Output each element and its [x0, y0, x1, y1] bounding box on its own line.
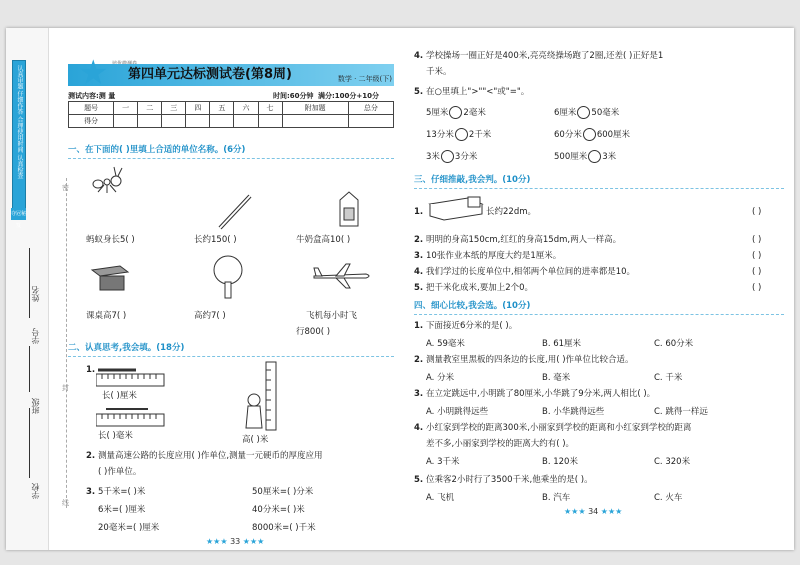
tips-bar [12, 60, 26, 212]
desk-question: 课桌高7( ) [86, 311, 127, 321]
score-cell[interactable] [282, 115, 348, 128]
score-header: 题号 [69, 102, 114, 115]
pencil-question: 长约150( ) [194, 235, 237, 245]
page-number-right-value: 34 [588, 507, 599, 516]
compare-circle[interactable] [583, 128, 596, 141]
airplane-icon [312, 262, 372, 290]
score-row-label: 得分 [69, 115, 114, 128]
q5-number: 5. [414, 87, 424, 97]
q4-line1: 学校操场一圈正好是400米,亮亮绕操场跑了2圈,还差( )正好是1 [426, 51, 664, 61]
score-header: 三 [162, 102, 186, 115]
score-cell[interactable] [186, 115, 210, 128]
choice-4-number: 4. [414, 423, 424, 433]
page-number-left: ★★★ 33 ★★★ [206, 537, 265, 546]
exam-sheet [6, 28, 794, 550]
desk-icon [90, 262, 130, 294]
score-label: 满分:100分+10分 [318, 92, 380, 100]
q1a-answer: 长( )厘米 [102, 391, 137, 401]
class-line [29, 346, 30, 392]
ruler-b [96, 404, 166, 428]
ant-icon [90, 164, 126, 194]
choice-3-option-a[interactable]: A. 小明跳得远些 [426, 407, 489, 417]
conversion-1: 5千米=( )米 [98, 487, 146, 497]
tips-tag: 夺冠秘笈 [11, 208, 26, 220]
grade-label: 数学 · 二年级(下) [337, 75, 392, 83]
compare-right: 600厘米 [596, 130, 631, 140]
compare-left: 3米 [426, 152, 440, 162]
q1c-answer: 高( )米 [242, 435, 269, 445]
choice-1-number: 1. [414, 321, 424, 331]
binding-strip [6, 28, 49, 550]
q2-line1: 测量高速公路的长度应用( )作单位,测量一元硬币的厚度应用 [98, 451, 323, 461]
choice-5-number: 5. [414, 475, 424, 485]
milk-carton-icon [336, 190, 362, 228]
time-label: 时间:60分钟 [273, 92, 314, 100]
choice-1-option-c[interactable]: C. 60分米 [654, 339, 694, 349]
judge-1-answer[interactable]: ( ) [752, 207, 762, 217]
q5-title: 在○里填上">""<"或"="。 [426, 87, 530, 97]
compare-5 [426, 150, 477, 163]
seal-mark-1: 密 [62, 184, 69, 192]
conversion-4: 50厘米=( )分米 [252, 487, 314, 497]
compare-right: 2毫米 [463, 108, 486, 118]
q1b-answer: 长( )毫米 [98, 431, 133, 441]
choice-1-option-b[interactable]: B. 61厘米 [542, 339, 582, 349]
number-line [29, 248, 30, 318]
compare-left: 6厘米 [554, 108, 577, 118]
choice-5-option-c[interactable]: C. 火车 [654, 493, 683, 503]
q4-line2: 千米。 [426, 67, 452, 77]
score-header-row [69, 102, 394, 115]
choice-2-number: 2. [414, 355, 424, 365]
pencil-icon [216, 192, 256, 232]
score-row [69, 115, 394, 128]
choice-1-option-a[interactable]: A. 59毫米 [426, 339, 465, 349]
tips-text: 认真审题 仔细作答 合理使用时间 认真检查 [16, 65, 23, 179]
school-line [29, 408, 30, 478]
choice-5-text: 位乘客2小时行了3500千米,他乘坐的是( )。 [426, 475, 593, 485]
judge-4-answer[interactable]: ( ) [752, 267, 762, 277]
compare-2 [554, 106, 619, 119]
score-header: 二 [138, 102, 162, 115]
compare-circle[interactable] [449, 106, 462, 119]
page-title: 第四单元达标测试卷(第8周) [128, 67, 292, 82]
compare-6 [554, 150, 616, 163]
judge-1-number: 1. [414, 207, 424, 217]
choice-2-option-a[interactable]: A. 分米 [426, 373, 455, 383]
score-header: 一 [114, 102, 138, 115]
seal-mark-2: 封 [62, 384, 69, 392]
choice-4-line2: 差不多,小丽家到学校的距离大约有( )。 [426, 439, 575, 449]
choice-2-option-b[interactable]: B. 毫米 [542, 373, 571, 383]
judge-5-answer[interactable]: ( ) [752, 283, 762, 293]
seal-line [66, 178, 67, 508]
judge-2-text: 明明的身高150cm,红红的身高15dm,两人一样高。 [426, 235, 622, 245]
choice-3-text: 在立定跳远中,小明跳了80厘米,小华跳了9分米,两人相比( )。 [426, 389, 656, 399]
judge-1-text: 长约22dm。 [486, 207, 536, 217]
choice-3-option-b[interactable]: B. 小华跳得远些 [542, 407, 605, 417]
compare-1 [426, 106, 486, 119]
score-header: 附加题 [282, 102, 348, 115]
name-label: 姓名 [31, 286, 40, 302]
tree-question: 高约7( ) [194, 311, 226, 321]
plane-question-line1: 飞机每小时飞 [306, 311, 358, 321]
score-header: 总分 [348, 102, 393, 115]
section-3-rule [414, 188, 784, 189]
conversion-6: 8000米=( )千米 [252, 523, 316, 533]
choice-4-option-a[interactable]: A. 3千米 [426, 457, 460, 467]
section-2-title: 二、认真思考,我会填。(18分) [68, 343, 185, 353]
score-cell[interactable] [258, 115, 282, 128]
q4-number: 4. [414, 51, 424, 61]
q1-number: 1. [86, 365, 96, 375]
page-33 [68, 28, 394, 550]
compare-left: 60分米 [554, 130, 582, 140]
compare-left: 500厘米 [554, 152, 588, 162]
ruler-a [96, 366, 166, 388]
choice-5-option-b[interactable]: B. 汽车 [542, 493, 571, 503]
compare-right: 3分米 [454, 152, 478, 162]
page-34 [414, 28, 784, 550]
judge-5-number: 5. [414, 283, 424, 293]
compare-left: 5厘米 [426, 108, 449, 118]
choice-4-option-b[interactable]: B. 120米 [542, 457, 578, 467]
class-label: 班级 [31, 398, 40, 414]
q2-line2: ( )作单位。 [98, 467, 142, 477]
plane-question-line2: 行800( ) [296, 327, 331, 337]
score-header: 四 [186, 102, 210, 115]
compare-4 [554, 128, 630, 141]
score-cell[interactable] [138, 115, 162, 128]
compare-right: 3米 [602, 152, 617, 162]
judge-2-number: 2. [414, 235, 424, 245]
height-chart [236, 360, 286, 432]
q2-number: 2. [86, 451, 96, 461]
choice-5-option-a[interactable]: A. 飞机 [426, 493, 455, 503]
compare-left: 13分米 [426, 130, 454, 140]
number-label: 学号 [31, 328, 40, 344]
score-cell[interactable] [234, 115, 258, 128]
judge-4-number: 4. [414, 267, 424, 277]
compare-right: 50毫米 [591, 108, 620, 118]
judge-2-answer[interactable]: ( ) [752, 235, 762, 245]
judge-5-text: 把千米化成米,要加上2个0。 [426, 283, 534, 293]
score-cell[interactable] [162, 115, 186, 128]
school-label: 学校 [31, 483, 40, 499]
seal-mark-3: 线 [62, 499, 69, 507]
q3-number: 3. [86, 487, 96, 497]
judge-3-answer[interactable]: ( ) [752, 251, 762, 261]
content-label: 测试内容:测 量 [68, 92, 116, 100]
conversion-5: 40分米=( )米 [252, 505, 305, 515]
choice-3-option-c[interactable]: C. 跳得一样远 [654, 407, 708, 417]
compare-circle[interactable] [588, 150, 601, 163]
section-1-rule [68, 158, 394, 159]
tree-icon [210, 254, 246, 300]
section-1-title: 一、在下面的( )里填上合适的单位名称。(6分) [68, 145, 246, 155]
page-number-right: ★★★ 34 ★★★ [564, 507, 623, 516]
judge-3-text: 10张作业本纸的厚度大约是1厘米。 [426, 251, 562, 261]
milk-question: 牛奶盒高10( ) [296, 235, 351, 245]
ant-question: 蚂蚁身长5( ) [86, 235, 135, 245]
choice-1-text: 下面接近6分米的是( )。 [426, 321, 518, 331]
judge-4-text: 我们学过的长度单位中,相邻两个单位间的进率都是10。 [426, 267, 636, 277]
section-2-rule [68, 356, 394, 357]
choice-2-option-c[interactable]: C. 千米 [654, 373, 683, 383]
compare-circle[interactable] [455, 128, 468, 141]
compare-circle[interactable] [441, 150, 454, 163]
score-cell[interactable] [114, 115, 138, 128]
compare-right: 2千米 [468, 130, 492, 140]
choice-4-option-c[interactable]: C. 320米 [654, 457, 691, 467]
judge-3-number: 3. [414, 251, 424, 261]
compare-3 [426, 128, 491, 141]
choice-2-text: 测量教室里黑板的四条边的长度,用( )作单位比较合适。 [426, 355, 634, 365]
score-header: 五 [210, 102, 234, 115]
section-4-rule [414, 314, 784, 315]
conversion-3: 20毫米=( )厘米 [98, 523, 160, 533]
choice-3-number: 3. [414, 389, 424, 399]
score-header: 七 [258, 102, 282, 115]
score-header: 六 [234, 102, 258, 115]
section-4-title: 四、细心比较,我会选。(10分) [414, 301, 531, 311]
section-3-title: 三、仔细推敲,我会判。(10分) [414, 175, 531, 185]
star-icon: ★ [78, 53, 109, 93]
score-cell[interactable] [348, 115, 393, 128]
bed-icon [428, 194, 484, 222]
choice-4-line1: 小红家到学校的距离300米,小丽家到学校的距离和小红家到学校的距离 [426, 423, 692, 433]
score-table [68, 101, 394, 128]
score-cell[interactable] [210, 115, 234, 128]
page-number-left-value: 33 [230, 537, 241, 546]
conversion-2: 6米=( )厘米 [98, 505, 146, 515]
compare-circle[interactable] [577, 106, 590, 119]
